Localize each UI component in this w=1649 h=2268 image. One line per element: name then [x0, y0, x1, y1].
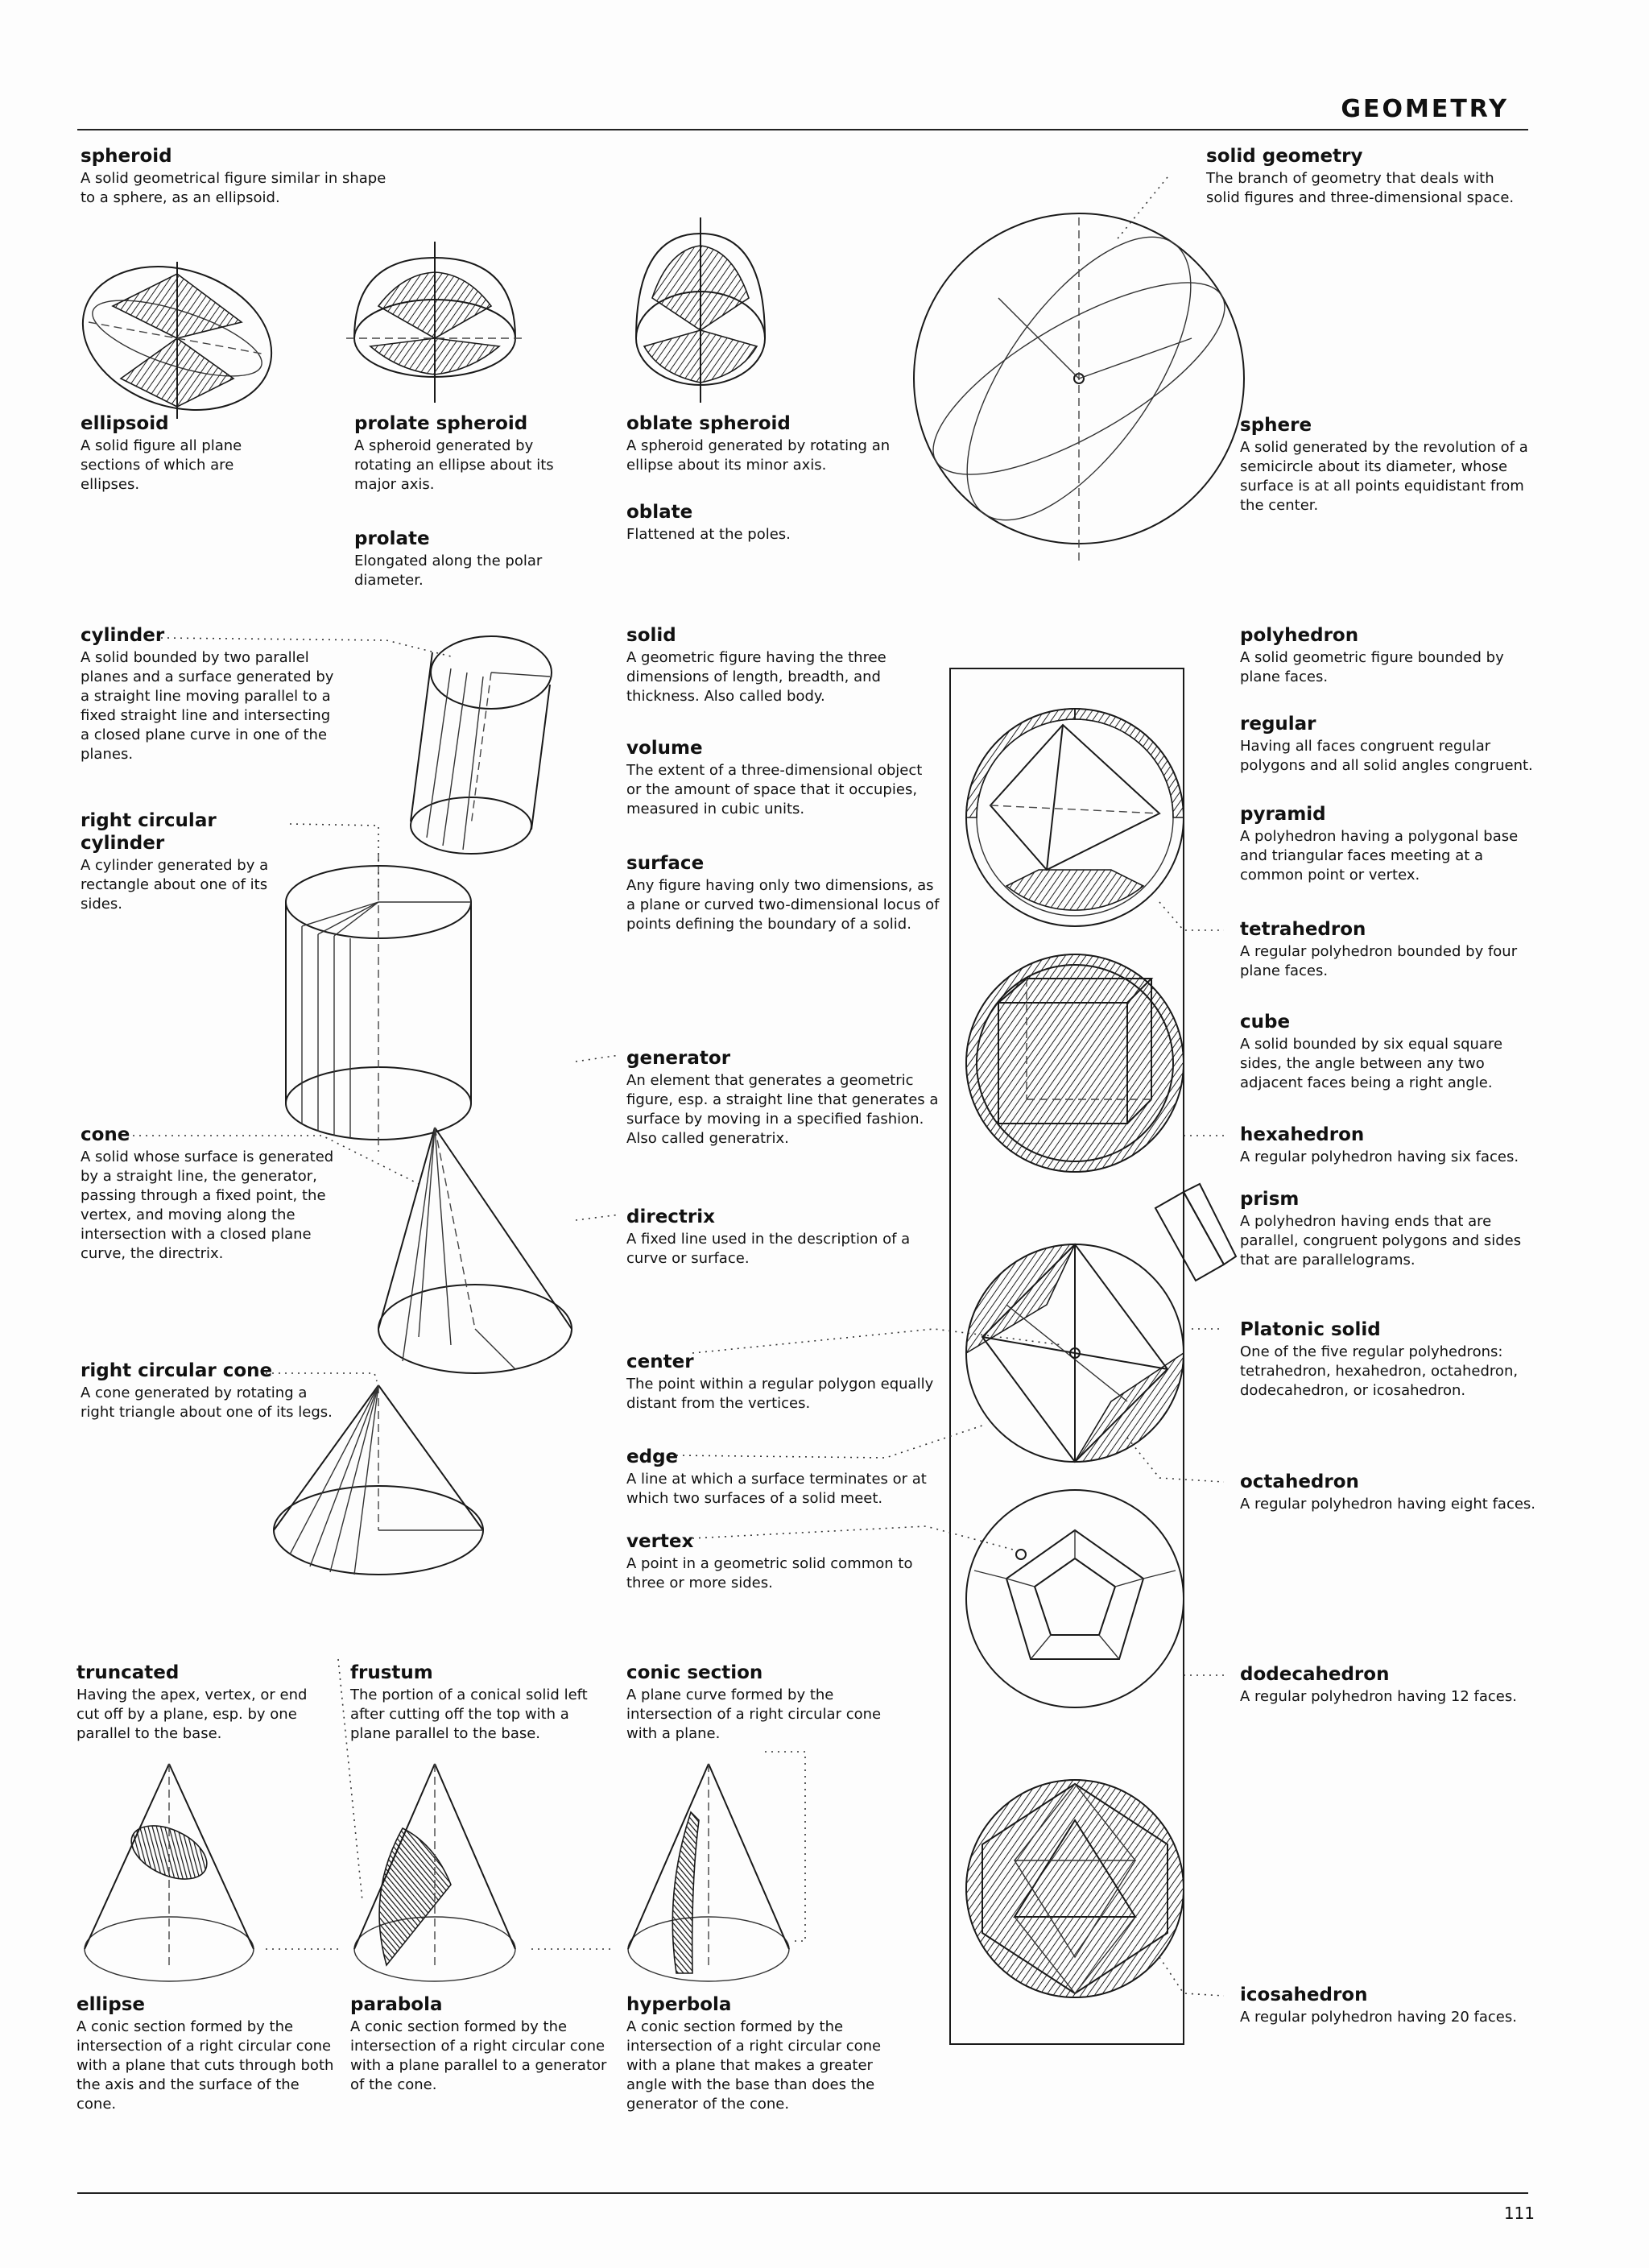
entry-polyhedron — [1240, 624, 1538, 687]
entry-hyperbola — [626, 1993, 892, 2114]
term: prolate spheroid — [354, 413, 528, 434]
term: oblate — [626, 502, 693, 523]
entry-prism — [1240, 1188, 1538, 1270]
term: volume — [626, 738, 703, 759]
entry-truncated — [76, 1662, 326, 1744]
entry-platonic-solid — [1240, 1318, 1538, 1401]
definition: A regular polyhedron bounded by four plane faces. — [1240, 943, 1518, 979]
entry-conic-section — [626, 1662, 884, 1744]
term: Platonic solid — [1240, 1319, 1381, 1340]
entry-solid — [626, 624, 940, 706]
term: generator — [626, 1048, 731, 1069]
icosahedron-icon — [966, 1780, 1184, 1997]
term: conic section — [626, 1662, 763, 1683]
ellipsoid-icon — [64, 243, 291, 433]
entry-dodecahedron — [1240, 1663, 1538, 1707]
entry-edge — [626, 1446, 940, 1509]
definition: A solid bounded by two parallel planes and a surface generated by a straight line moving parallel to a fixed straight line and intersecting a closed plane curve in one of the planes. — [81, 649, 334, 763]
definition: A solid bounded by six equal square sides, the angle between any two adjacent faces being a right angle. — [1240, 1036, 1503, 1091]
entry-directrix — [626, 1206, 940, 1269]
term: cube — [1240, 1012, 1291, 1033]
hexahedron-icon — [966, 954, 1184, 1172]
entry-prolate — [354, 528, 580, 590]
term: truncated — [76, 1662, 180, 1683]
right-circular-cylinder-icon — [286, 824, 471, 1152]
definition: The portion of a conical solid left after cutting off the top with a plane parallel to the base. — [350, 1687, 588, 1742]
term: hyperbola — [626, 1994, 732, 2015]
octahedron-icon — [966, 1244, 1184, 1462]
term: pyramid — [1240, 804, 1326, 825]
definition: Flattened at the poles. — [626, 526, 791, 543]
term: sphere — [1240, 415, 1312, 436]
entry-center — [626, 1351, 940, 1413]
definition: A conic section formed by the intersection of a right circular cone with a plane that cuts through both the axis and the surface of the cone. — [76, 2018, 334, 2113]
definition: A solid figure all plane sections of which are ellipses. — [81, 437, 242, 493]
page-number: 111 — [1503, 2204, 1535, 2223]
term: oblate spheroid — [626, 413, 791, 434]
definition: A solid geometric figure bounded by plane faces. — [1240, 649, 1504, 685]
definition: A solid generated by the revolution of a semicircle about its diameter, whose surface is at all points equidistant from the center. — [1240, 439, 1528, 514]
term: regular — [1240, 714, 1316, 735]
entry-oblate — [626, 501, 916, 544]
definition: A point in a geometric solid common to three or more sides. — [626, 1555, 913, 1591]
definition: Any figure having only two dimensions, as a plane or curved two-dimensional locus of points defining the boundary of a solid. — [626, 877, 940, 933]
definition: A geometric figure having the three dimensions of length, breadth, and thickness. Also called body. — [626, 649, 886, 705]
definition: A fixed line used in the description of a curve or surface. — [626, 1231, 911, 1267]
entry-sphere — [1240, 414, 1530, 515]
entry-vertex — [626, 1530, 940, 1593]
entry-right-circular-cylinder — [81, 809, 290, 914]
entry-oblate-spheroid — [626, 412, 916, 475]
entry-cube — [1240, 1011, 1538, 1093]
definition: A cone generated by rotating a right triangle about one of its legs. — [81, 1384, 333, 1421]
definition: A cylinder generated by a rectangle about one of its sides. — [81, 857, 269, 913]
entry-surface — [626, 852, 940, 934]
term: ellipse — [76, 1994, 146, 2015]
entry-ellipsoid — [81, 412, 266, 495]
oblate-spheroid-icon — [636, 217, 765, 403]
entry-parabola — [350, 1993, 608, 2095]
entry-cone — [81, 1124, 338, 1264]
term: frustum — [350, 1662, 433, 1683]
definition: A regular polyhedron having 12 faces. — [1240, 1688, 1517, 1705]
entry-prolate-spheroid — [354, 412, 580, 495]
definition: A conic section formed by the intersection of a right circular cone with a plane parallel to a generator of the cone. — [350, 2018, 607, 2093]
term: solid geometry — [1206, 146, 1363, 167]
entry-right-circular-cone — [81, 1360, 338, 1422]
definition: A solid geometrical figure similar in shape to a sphere, as an ellipsoid. — [81, 170, 386, 206]
term: prolate — [354, 528, 430, 549]
definition: A polyhedron having a polygonal base and triangular faces meeting at a common point or vertex. — [1240, 828, 1519, 884]
entry-cylinder — [81, 624, 338, 764]
term: cone — [81, 1124, 130, 1145]
entry-spheroid — [81, 145, 386, 208]
entry-frustum — [350, 1662, 592, 1744]
definition: A regular polyhedron having six faces. — [1240, 1148, 1519, 1165]
definition: Elongated along the polar diameter. — [354, 553, 543, 589]
prism-icon — [1155, 1184, 1236, 1281]
term: tetrahedron — [1240, 919, 1366, 940]
definition: An element that generates a geometric figure, esp. a straight line that generates a surface by moving in a specified fashion. Also called generatrix. — [626, 1072, 939, 1147]
term: prism — [1240, 1189, 1300, 1210]
definition: A plane curve formed by the intersection of a right circular cone with a plane. — [626, 1687, 882, 1742]
definition: The extent of a three-dimensional object or the amount of space that it occupies, measured in cubic units. — [626, 762, 923, 817]
entry-ellipse — [76, 1993, 334, 2114]
term: center — [626, 1351, 694, 1372]
definition: One of the five regular polyhedrons: tetrahedron, hexahedron, octahedron, dodecahedron, or icosahedron. — [1240, 1343, 1519, 1399]
term: dodecahedron — [1240, 1664, 1390, 1685]
definition: The branch of geometry that deals with solid figures and three-dimensional space. — [1206, 170, 1515, 206]
page-title: GEOMETRY — [1341, 95, 1509, 123]
entry-solid-geometry — [1206, 145, 1528, 208]
hyperbola-section-icon — [628, 1764, 789, 1981]
entry-regular — [1240, 713, 1538, 776]
definition: Having all faces congruent regular polygons and all solid angles congruent. — [1240, 738, 1533, 774]
definition: A polyhedron having ends that are parallel, congruent polygons and sides that are parallelograms. — [1240, 1213, 1522, 1269]
term: ellipsoid — [81, 413, 169, 434]
term: parabola — [350, 1994, 443, 2015]
definition: A regular polyhedron having 20 faces. — [1240, 2009, 1517, 2026]
term: edge — [626, 1446, 679, 1467]
definition: A solid whose surface is generated by a straight line, the generator, passing through a fixed point, the vertex, and moving along the intersection with a closed plane curve, the directrix. — [81, 1148, 334, 1262]
term: spheroid — [81, 146, 172, 167]
dodecahedron-icon — [966, 1490, 1184, 1707]
definition: A line at which a surface terminates or at which two surfaces of a solid meet. — [626, 1471, 927, 1507]
truncated-cone-icon — [85, 1764, 254, 1981]
term: vertex — [626, 1531, 694, 1552]
definition: The point within a regular polygon equally distant from the vertices. — [626, 1376, 934, 1412]
term: polyhedron — [1240, 625, 1359, 646]
parabola-section-icon — [354, 1764, 515, 1981]
entry-hexahedron — [1240, 1124, 1538, 1167]
term: octahedron — [1240, 1471, 1359, 1492]
term: right circular cone — [81, 1360, 273, 1381]
tetrahedron-icon — [966, 709, 1184, 926]
prolate-spheroid-icon — [346, 242, 523, 403]
term: right circular cylinder — [81, 810, 217, 854]
term: surface — [626, 853, 705, 874]
entry-volume — [626, 737, 940, 819]
term: directrix — [626, 1206, 715, 1227]
entry-pyramid — [1240, 803, 1538, 885]
definition: A regular polyhedron having eight faces. — [1240, 1496, 1536, 1513]
term: icosahedron — [1240, 1984, 1368, 2005]
entry-tetrahedron — [1240, 918, 1538, 981]
entry-generator — [626, 1047, 940, 1148]
term: hexahedron — [1240, 1124, 1365, 1145]
entry-icosahedron — [1240, 1984, 1538, 2027]
term: cylinder — [81, 625, 165, 646]
definition: A conic section formed by the intersection of a right circular cone with a plane that makes a greater angle with the base than does the generator of the cone. — [626, 2018, 882, 2113]
definition: A spheroid generated by rotating an ellipse about its minor axis. — [626, 437, 891, 474]
term: solid — [626, 625, 676, 646]
definition: Having the apex, vertex, or end cut off by a plane, esp. by one parallel to the base. — [76, 1687, 308, 1742]
definition: A spheroid generated by rotating an ellipse about its major axis. — [354, 437, 554, 493]
entry-octahedron — [1240, 1471, 1538, 1514]
sphere-icon — [907, 177, 1250, 564]
